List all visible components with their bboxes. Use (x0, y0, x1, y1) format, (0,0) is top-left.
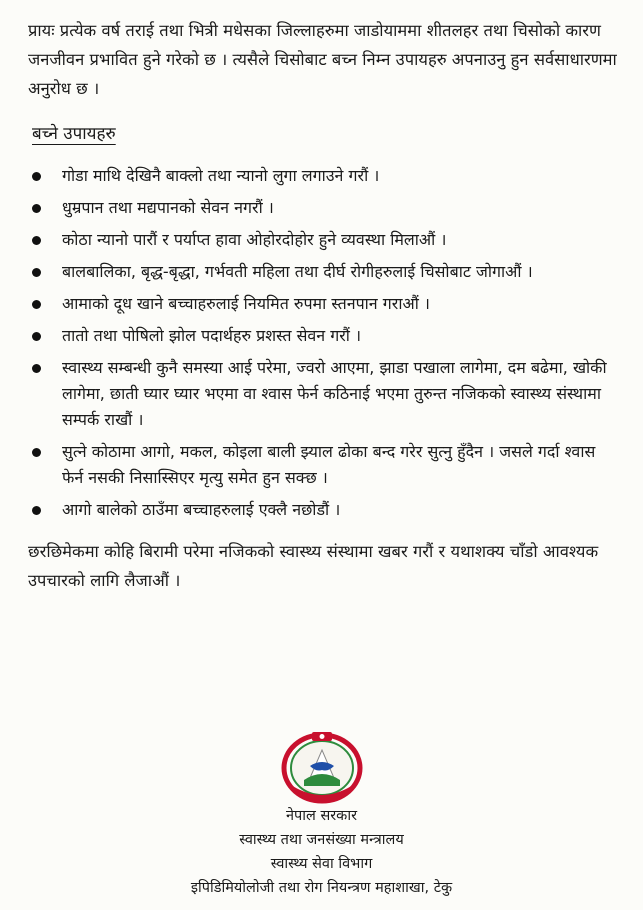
list-item (24, 355, 619, 433)
list-item (24, 259, 619, 285)
measure-text: गोडा माथि देखिनै बाक्लो तथा न्यानो लुगा लगाउने गरौं । (62, 166, 380, 185)
bullet-icon (32, 204, 41, 213)
bullet-icon (32, 172, 41, 181)
bullet-icon (32, 364, 41, 373)
closing-paragraph: छरछिमेकमा कोहि बिरामी परेमा नजिकको स्वास्थ्य संस्थामा खबर गरौं र यथाशक्य चाँडो आवश्यक उपचारको लागि लैजाऔं । (28, 542, 599, 590)
signature-line-division: इपिडिमियोलोजी तथा रोग नियन्त्रण महाशाखा, टेकु (190, 880, 453, 896)
signature-line-government: नेपाल सरकार (285, 808, 358, 824)
list-item (24, 497, 619, 523)
list-item (24, 227, 619, 253)
signature-line-ministry: स्वास्थ्य तथा जनसंख्या मन्त्रालय (239, 832, 404, 848)
bullet-icon (32, 300, 41, 309)
measure-text: तातो तथा पोषिलो झोल पदार्थहरु प्रशस्त सेवन गरौं । (62, 326, 362, 345)
bullet-icon (32, 332, 41, 341)
measure-text: सुत्ने कोठामा आगो, मकल, कोइला बाली झ्याल ढोका बन्द गरेर सुत्नु हुँदैन । जसले गर्दा श्वास फेर्न नसकी निसास्सिएर मृत्यु समेत हुन सक्छ । (62, 442, 596, 487)
signature-block (0, 728, 643, 900)
bullet-icon (32, 448, 41, 457)
intro-paragraph: प्रायः प्रत्येक वर्ष तराई तथा भित्री मधेसका जिल्लाहरुमा जाडोयाममा शीतलहर तथा चिसोको कारण जनजीवन प्रभावित हुने गरेको छ । त्यसैले चिसोबाट बच्न निम्न उपायहरु अपनाउनु हुन सर्वसाधारणमा अनुरोध छ । (28, 21, 617, 98)
list-item (24, 323, 619, 349)
list-item (24, 439, 619, 491)
measures-list (24, 163, 619, 523)
bullet-icon (32, 506, 41, 515)
bullet-icon (32, 236, 41, 245)
signature-line-department: स्वास्थ्य सेवा विभाग (270, 856, 373, 872)
measure-text: आमाको दूध खाने बच्चाहरुलाई नियमित रुपमा स्तनपान गराऔं । (62, 294, 430, 313)
measure-text: कोठा न्यानो पारौं र पर्याप्त हावा ओहोरदोहोर हुने व्यवस्था मिलाऔं । (62, 230, 447, 249)
measures-heading: बच्ने उपायहरु (32, 124, 116, 144)
list-item (24, 291, 619, 317)
measure-text: धुम्रपान तथा मद्यपानको सेवन नगरौं । (62, 198, 274, 217)
measure-text: आगो बालेको ठाउँमा बच्चाहरुलाई एक्लै नछोडौं । (62, 500, 341, 519)
list-item (24, 195, 619, 221)
measure-text: स्वास्थ्य सम्बन्धी कुनै समस्या आई परेमा, ज्वरो आएमा, झाडा पखाला लागेमा, दम बढेमा, खोकी लागेमा, छाती घ्यार घ्यार भएमा वा श्वास फेर्न कठिनाई भएमा तुरुन्त नजिकको स्वास्थ्य संस्थामा सम्पर्क राखौं । (62, 358, 607, 429)
nepal-government-emblem-icon (280, 728, 364, 804)
measure-text: बालबालिका, बृद्ध-बृद्धा, गर्भवती महिला तथा दीर्घ रोगीहरुलाई चिसोबाट जोगाऔं । (62, 262, 533, 281)
bullet-icon (32, 268, 41, 277)
list-item (24, 163, 619, 189)
